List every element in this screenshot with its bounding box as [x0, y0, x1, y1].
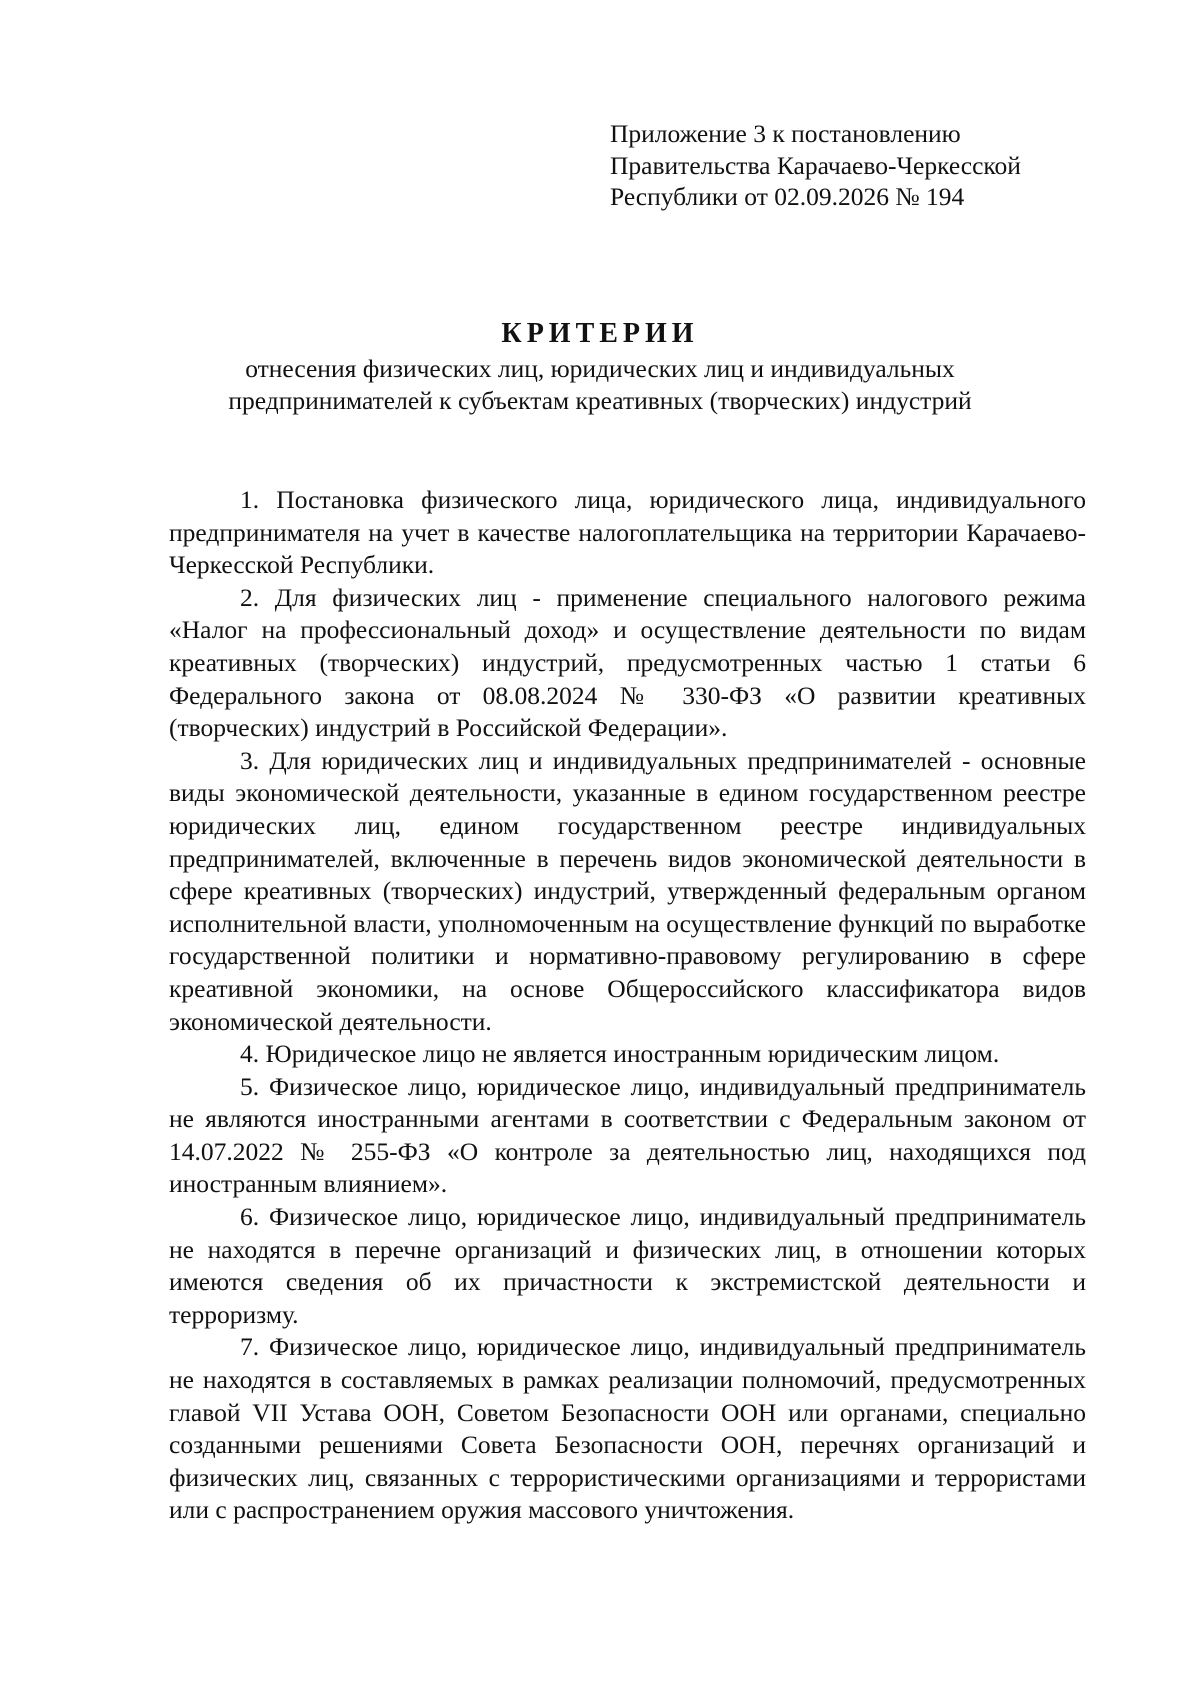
document-body	[169, 484, 1086, 1527]
criterion-5: 5. Физическое лицо, юридическое лицо, индивидуальный предприниматель не являются иностранными агентами в соответствии с Федеральным законом от 14.07.2022 № 255-ФЗ «О контроле за деятельностью лиц, находящихся под иностранным влиянием».	[169, 1071, 1086, 1199]
annex-line: Приложение 3 к постановлению	[610, 119, 961, 148]
annex-line: Правительства Карачаево-Черкесской	[610, 150, 1021, 180]
criterion-6: 6. Физическое лицо, юридическое лицо, индивидуальный предприниматель не находятся в перечне организаций и физических лиц, в отношении которых имеются сведения об их причастности к экстремистской деятельности и терроризму.	[169, 1202, 1086, 1329]
criterion-1: 1. Постановка физического лица, юридического лица, индивидуального предпринимателя на учет в качестве налогоплательщика на территории Карачаево-Черкесской Республики.	[169, 485, 1086, 580]
annex-header	[610, 118, 1021, 213]
criterion-3: 3. Для юридических лиц и индивидуальных предпринимателей - основные виды экономической деятельности, указанные в едином государственном реестре юридических лиц, едином государственном реестре индивидуальных предпринимателей, включенные в перечень видов экономической деятельности в сфере креативных (творческих) индустрий, утвержденный федеральным органом исполнительной власти, уполномоченным на осуществление функций по выработке государственной политики и нормативно-правовому регулированию в сфере креативной экономики, на основе Общероссийского классификатора видов экономической деятельности.	[169, 745, 1086, 1036]
document-title: КРИТЕРИИ	[501, 318, 699, 349]
criterion-7: 7. Физическое лицо, юридическое лицо, индивидуальный предприниматель не находятся в составляемых в рамках реализации полномочий, предусмотренных главой VII Устава ООН, Советом Безопасности ООН или органами, специально созданными решениями Совета Безопасности ООН, перечнях организаций и физических лиц, связанных с террористическими организациями и террористами или с распространением оружия массового уничтожения.	[169, 1332, 1086, 1525]
document-subtitle	[0, 353, 1200, 416]
criterion-4: 4. Юридическое лицо не является иностранным юридическим лицом.	[240, 1039, 1000, 1069]
annex-line: Республики от 02.09.2026 № 194	[610, 182, 965, 211]
criterion-2: 2. Для физических лиц - применение специального налогового режима «Налог на профессиональный доход» и осуществление деятельности по видам креативных (творческих) индустрий, предусмотренных частью 1 статьи 6 Федерального закона от 08.08.2024 № 330-ФЗ «О развитии креативных (творческих) индустрий в Российской Федерации».	[169, 582, 1086, 743]
subtitle-line: отнесения физических лиц, юридических лиц и индивидуальных	[245, 354, 955, 383]
subtitle-line: предпринимателей к субъектам креативных (творческих) индустрий	[228, 385, 972, 415]
